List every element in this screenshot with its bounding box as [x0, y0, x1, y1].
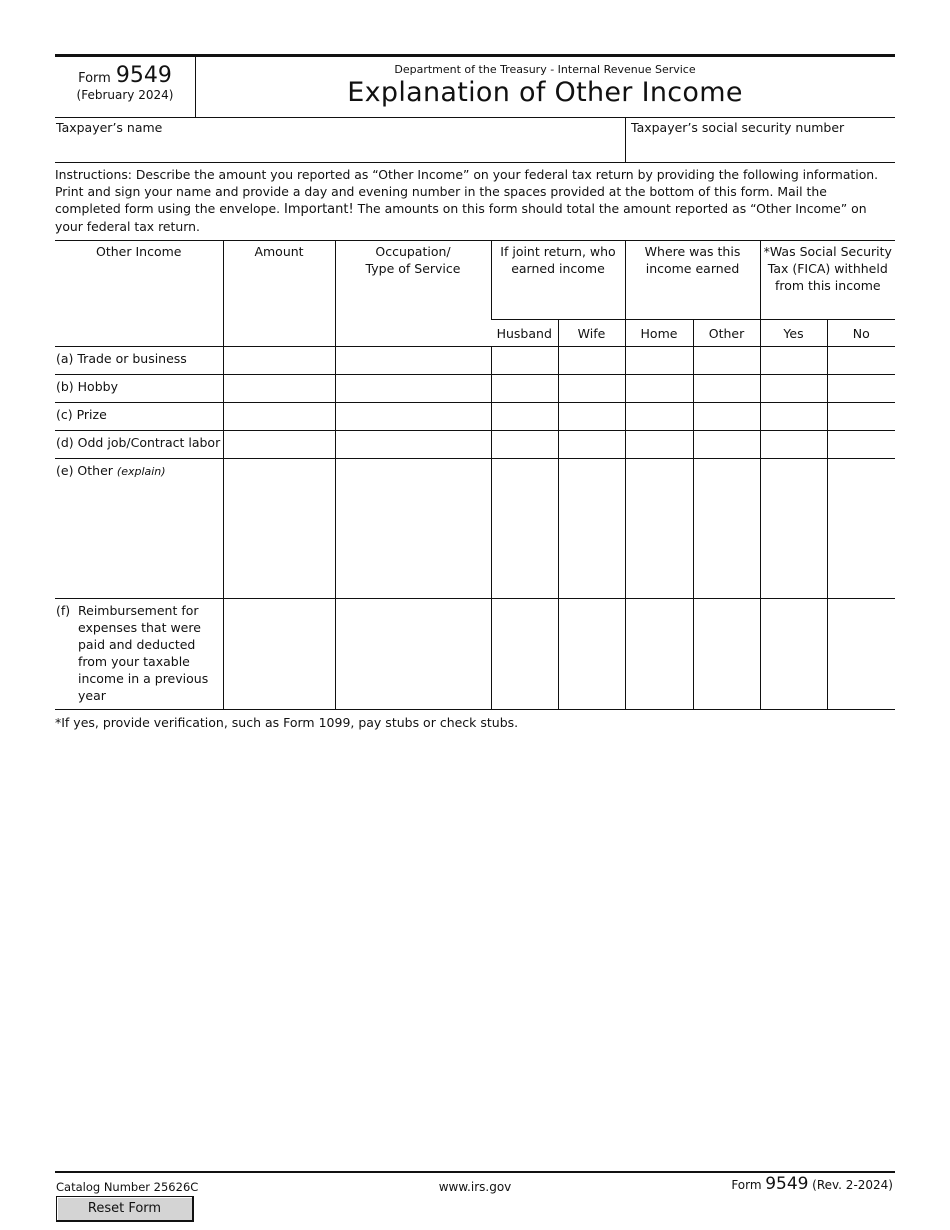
name-ssn-divider — [625, 117, 626, 162]
row-b-other-input[interactable] — [694, 375, 760, 393]
row-a-yes — [760, 347, 827, 375]
row-a-wife-input[interactable] — [559, 347, 625, 365]
instructions-label: Instructions: — [55, 167, 132, 182]
row-f-husband-input[interactable] — [492, 599, 558, 631]
row-a-other — [693, 347, 760, 375]
row-e-husband — [491, 459, 558, 599]
table-row — [55, 459, 895, 599]
instructions-text-2: The amounts on this form should total the amount reported as “Other Income” on your federal tax return. — [55, 201, 867, 234]
row-f-amount-input[interactable] — [224, 599, 335, 631]
row-e-yes-input[interactable] — [761, 459, 827, 491]
row-f-label — [55, 599, 223, 710]
name-row-rule — [55, 162, 895, 163]
row-b-yes — [760, 375, 827, 403]
col-occupation-line2: Type of Service — [365, 261, 461, 276]
row-f-other-input[interactable] — [694, 599, 760, 631]
footnote-star: * — [55, 715, 62, 730]
sub-no: No — [827, 320, 895, 347]
row-e-amount-input[interactable] — [224, 459, 335, 491]
col-fica-star: * — [763, 244, 770, 259]
row-b-home — [625, 375, 693, 403]
ssn-label: Taxpayer’s social security number — [631, 120, 845, 135]
row-e-no — [827, 459, 895, 599]
row-c-home-input[interactable] — [626, 403, 693, 421]
row-c-other — [693, 403, 760, 431]
row-e-husband-input[interactable] — [492, 459, 558, 491]
row-b-label: (b) Hobby — [55, 375, 223, 403]
row-c-amount — [223, 403, 335, 431]
row-e-other-input[interactable] — [694, 459, 760, 491]
col-amount: Amount — [223, 241, 335, 347]
instructions-text-1: Describe the amount you reported as “Other Income” on your federal tax return by providing the following information. Print and sign your name and provide a day and evening number in the spaces provided at the bottom of this form. Mail the completed form using the envelope. — [55, 167, 879, 216]
row-e-label — [55, 459, 223, 599]
footer-form-number: 9549 — [765, 1174, 809, 1194]
row-c-occupation-input[interactable] — [336, 403, 491, 421]
row-b-no-input[interactable] — [828, 375, 896, 393]
row-a-amount-input[interactable] — [224, 347, 335, 365]
row-d-wife-input[interactable] — [559, 431, 625, 449]
col-joint-return: If joint return, who earned income — [491, 241, 625, 320]
row-a-occupation — [335, 347, 491, 375]
row-d-wife — [558, 431, 625, 459]
row-b-home-input[interactable] — [626, 375, 693, 393]
row-c-label: (c) Prize — [55, 403, 223, 431]
website: www.irs.gov — [438, 1180, 512, 1194]
row-e-other — [693, 459, 760, 599]
footnote-text: If yes, provide verification, such as Form 1099, pay stubs or check stubs. — [61, 715, 519, 730]
row-b-occupation-input[interactable] — [336, 375, 491, 393]
row-d-yes-input[interactable] — [761, 431, 827, 449]
bottom-rule — [55, 1171, 895, 1173]
row-f-home-input[interactable] — [626, 599, 693, 631]
table-row — [55, 375, 895, 403]
row-f-letter: (f) — [56, 603, 71, 618]
row-c-amount-input[interactable] — [224, 403, 335, 421]
row-f-other — [693, 599, 760, 710]
instructions — [55, 166, 893, 235]
row-f-no — [827, 599, 895, 710]
other-income-table — [55, 240, 895, 710]
row-d-no — [827, 431, 895, 459]
ssn-input[interactable] — [631, 138, 889, 158]
row-f-yes — [760, 599, 827, 710]
footer-form-id — [731, 1174, 893, 1194]
row-d-occupation — [335, 431, 491, 459]
row-c-wife — [558, 403, 625, 431]
row-b-amount — [223, 375, 335, 403]
row-c-husband — [491, 403, 558, 431]
row-b-wife — [558, 375, 625, 403]
footnote — [55, 715, 518, 730]
row-c-wife-input[interactable] — [559, 403, 625, 421]
form-header — [55, 55, 895, 117]
sub-wife: Wife — [558, 320, 625, 347]
row-c-other-input[interactable] — [694, 403, 760, 421]
taxpayer-name-input[interactable] — [56, 138, 616, 158]
sub-yes: Yes — [760, 320, 827, 347]
row-e-amount — [223, 459, 335, 599]
row-e-home — [625, 459, 693, 599]
row-a-home-input[interactable] — [626, 347, 693, 365]
row-f-amount — [223, 599, 335, 710]
row-c-yes — [760, 403, 827, 431]
row-a-occupation-input[interactable] — [336, 347, 491, 365]
page-footer — [55, 1174, 895, 1198]
row-d-no-input[interactable] — [828, 431, 896, 449]
row-f-home — [625, 599, 693, 710]
row-c-occupation — [335, 403, 491, 431]
row-d-husband-input[interactable] — [492, 431, 558, 449]
col-where-earned: Where was this income earned — [625, 241, 760, 320]
col-fica — [760, 241, 895, 320]
catalog-number: Catalog Number 25626C — [56, 1180, 199, 1194]
row-d-label: (d) Odd job/Contract labor — [55, 431, 223, 459]
row-f-wife-input[interactable] — [559, 599, 625, 631]
row-a-home — [625, 347, 693, 375]
row-c-no — [827, 403, 895, 431]
row-d-amount — [223, 431, 335, 459]
row-b-other — [693, 375, 760, 403]
row-d-occupation-input[interactable] — [336, 431, 491, 449]
row-f-husband — [491, 599, 558, 710]
row-f-yes-input[interactable] — [761, 599, 827, 631]
row-f-no-input[interactable] — [828, 599, 896, 631]
row-d-amount-input[interactable] — [224, 431, 335, 449]
table-row — [55, 431, 895, 459]
row-a-label: (a) Trade or business — [55, 347, 223, 375]
form-number: 9549 — [115, 63, 172, 88]
col-other-income: Other Income — [55, 241, 223, 347]
row-b-husband-input[interactable] — [492, 375, 558, 393]
taxpayer-name-label: Taxpayer’s name — [56, 120, 163, 135]
row-a-other-input[interactable] — [694, 347, 760, 365]
row-b-wife-input[interactable] — [559, 375, 625, 393]
row-d-yes — [760, 431, 827, 459]
row-e-wife-input[interactable] — [559, 459, 625, 491]
row-d-other — [693, 431, 760, 459]
row-e-occupation — [335, 459, 491, 599]
col-occupation — [335, 241, 491, 347]
department-line: Department of the Treasury - Internal Revenue Service — [394, 63, 696, 76]
row-c-husband-input[interactable] — [492, 403, 558, 421]
form-id-box — [55, 55, 196, 117]
row-d-other-input[interactable] — [694, 431, 760, 449]
sub-other: Other — [693, 320, 760, 347]
sub-home: Home — [625, 320, 693, 347]
row-a-amount — [223, 347, 335, 375]
row-e-wife — [558, 459, 625, 599]
row-c-home — [625, 403, 693, 431]
reset-form-button[interactable]: Reset Form — [56, 1196, 194, 1222]
row-f-wife — [558, 599, 625, 710]
form-title: Explanation of Other Income — [347, 77, 743, 108]
footer-form-word: Form — [731, 1178, 762, 1192]
row-f-text: Reimbursement for expenses that were paid and deducted from your taxable income in a previous year — [78, 603, 209, 703]
row-c-no-input[interactable] — [828, 403, 896, 421]
table-header-row — [55, 241, 895, 320]
sub-husband: Husband — [491, 320, 558, 347]
row-a-husband-input[interactable] — [492, 347, 558, 365]
row-a-yes-input[interactable] — [761, 347, 827, 365]
col-occupation-line1: Occupation/ — [375, 244, 451, 259]
row-a-no — [827, 347, 895, 375]
row-a-husband — [491, 347, 558, 375]
row-a-wife — [558, 347, 625, 375]
row-d-home-input[interactable] — [626, 431, 693, 449]
row-e-explain: (explain) — [116, 465, 166, 478]
table-row — [55, 347, 895, 375]
row-e-occupation-input[interactable] — [336, 459, 491, 491]
row-e-text: (e) Other — [56, 463, 113, 478]
form-date: (February 2024) — [76, 88, 174, 102]
row-d-husband — [491, 431, 558, 459]
instructions-important: Important! — [284, 202, 354, 217]
row-c-yes-input[interactable] — [761, 403, 827, 421]
form-word: Form — [78, 71, 111, 86]
col-fica-text: Was Social Security Tax (FICA) withheld from this income — [767, 244, 892, 293]
footer-revision: (Rev. 2-2024) — [812, 1178, 893, 1192]
row-b-occupation — [335, 375, 491, 403]
table-row — [55, 403, 895, 431]
row-e-no-input[interactable] — [828, 459, 896, 491]
row-f-occupation-input[interactable] — [336, 599, 491, 631]
row-b-yes-input[interactable] — [761, 375, 827, 393]
row-e-yes — [760, 459, 827, 599]
row-b-husband — [491, 375, 558, 403]
table-row — [55, 599, 895, 710]
header-rule — [55, 117, 895, 118]
row-a-no-input[interactable] — [828, 347, 896, 365]
row-b-no — [827, 375, 895, 403]
row-f-occupation — [335, 599, 491, 710]
row-d-home — [625, 431, 693, 459]
row-e-home-input[interactable] — [626, 459, 693, 491]
row-b-amount-input[interactable] — [224, 375, 335, 393]
